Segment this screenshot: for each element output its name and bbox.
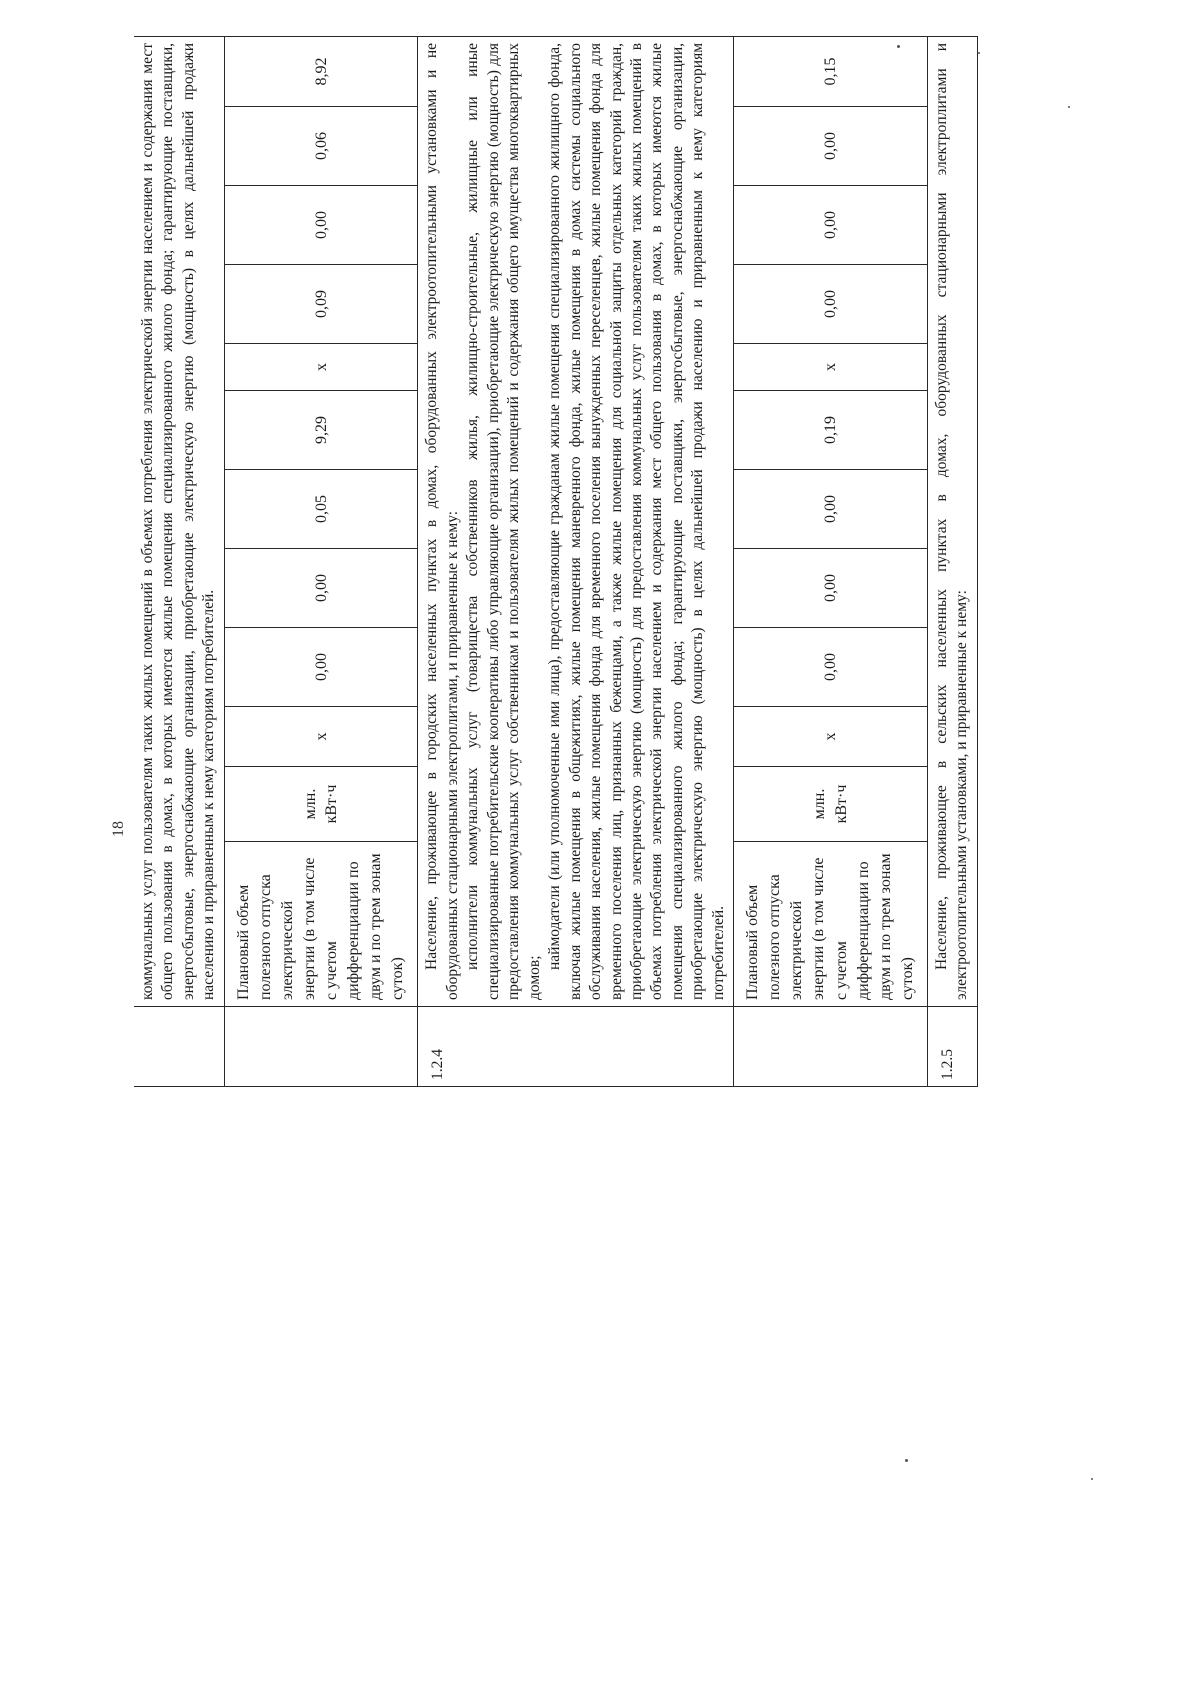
- value-cell: 0,00: [734, 549, 928, 628]
- section-1-2-5-row: [927, 36, 977, 1086]
- value-cell: 0,00: [734, 265, 928, 344]
- section-text-cell: [927, 36, 977, 1006]
- section-paragraph: наймодатели (или уполномоченные ими лица), предоставляющие гражданам жилые помещения специализированного жилищного фонда, включая жилые помещения в общежитиях, жилые помещения маневренного фонда, жилые помещения в домах системы социального обслуживания населения, жилые помещения фонда для временного поселения вынужденных переселенцев, жилые помещения фонда для временного поселения лиц, признанных беженцами, а также жилые помещения для социальной защиты отдельных категорий граждан, приобретающие электрическую энергию (мощность) для предоставления коммунальных услуг пользователям таких жилых помещений в объемах потребления электрической энергии населением и содержания мест общего пользования в домах, в которых имеются жилые помещения специализированного жилого фонда; гарантирующие поставщики, энергосбытовые, энергоснабжающие организации, приобретающие электрическую энергию (мощность) в целях дальнейшей продажи населению и приравненным к нему категориям потребителей.: [546, 42, 727, 1000]
- value-cell: х: [734, 344, 928, 391]
- section-paragraph: Население, проживающее в городских населенных пунктах в домах, оборудованных электроотопительными установками и не оборудованных стационарными электроплитами, и приравненные к нему:: [423, 42, 461, 1000]
- value-cell: 0,00: [734, 628, 928, 707]
- section-number: 1.2.4: [418, 1007, 734, 1087]
- section-paragraph: исполнители коммунальных услуг (товарищества собственников жилья, жилищно-строительные, жилищные или иные специализированные потребительские кооперативы либо управляющие организации), приобретающие электрическую энергию (мощность) для предоставления коммунальных услуг собственникам и пользователям жилых помещений и содержания общего имущества многоквартирных домов;: [464, 42, 543, 1000]
- value-cell: 0,00: [224, 186, 418, 265]
- planned-volume-row: [734, 36, 928, 1086]
- value-cell: 0,00: [734, 107, 928, 186]
- value-cell: 0,19: [734, 391, 928, 470]
- value-cell: 0,15: [734, 36, 928, 106]
- section-number: 1.2.5: [927, 1007, 977, 1087]
- section-paragraph: Население, проживающее в сельских населенных пунктах в домах, оборудованных стационарными электроплитами и электроотопительными установками, и приравненные к нему:: [932, 42, 971, 1000]
- page-number: 18: [110, 821, 127, 837]
- scan-speck: [1068, 106, 1070, 108]
- empty-number-cell: [224, 1007, 418, 1087]
- empty-number-cell: [734, 1007, 928, 1087]
- empty-number-cell: [134, 1007, 224, 1087]
- scan-speck: [978, 52, 980, 54]
- value-cell: 0,00: [734, 470, 928, 549]
- value-cell: 0,06: [224, 107, 418, 186]
- continuation-text-cell: [134, 36, 224, 1006]
- unit-cell: млн. кВт·ч: [734, 767, 928, 842]
- value-cell: 0,05: [224, 470, 418, 549]
- continuation-paragraph: коммунальных услуг пользователям таких жилых помещений в объемах потребления электрической энергии населением и содержания мест общего пользования в домах, в которых имеются жилые помещения специализированного жилого фонда; гарантирующие поставщики, энергосбытовые, энергоснабжающие организации, приобретающие электрическую энергию (мощность) в целях дальнейшей продажи населению и приравненным к нему категориям потребителей.: [139, 42, 218, 1000]
- value-cell: х: [224, 707, 418, 767]
- value-cell: 0,00: [224, 628, 418, 707]
- value-cell: 0,00: [224, 549, 418, 628]
- section-1-2-4-row: [418, 36, 734, 1086]
- unit-cell: млн. кВт·ч: [224, 767, 418, 842]
- value-cell: х: [734, 707, 928, 767]
- value-cell: 9,29: [224, 391, 418, 470]
- value-cell: 8,92: [224, 36, 418, 106]
- continuation-row: [134, 36, 224, 1086]
- scan-speck: [897, 45, 900, 48]
- tariff-table: [134, 36, 978, 1087]
- planned-volume-row: [224, 36, 418, 1086]
- planned-volume-label: Плановый объем полезного отпуска электрической энергии (в том числе с учетом дифференциации по двум и по трем зонам суток): [734, 842, 928, 1007]
- value-cell: 0,00: [734, 186, 928, 265]
- value-cell: х: [224, 344, 418, 391]
- scan-speck: [905, 1459, 908, 1462]
- planned-volume-label: Плановый объем полезного отпуска электрической энергии (в том числе с учетом дифференциации по двум и по трем зонам суток): [224, 842, 418, 1007]
- value-cell: 0,09: [224, 265, 418, 344]
- scan-speck: [1091, 1478, 1093, 1480]
- section-text-cell: [418, 36, 734, 1006]
